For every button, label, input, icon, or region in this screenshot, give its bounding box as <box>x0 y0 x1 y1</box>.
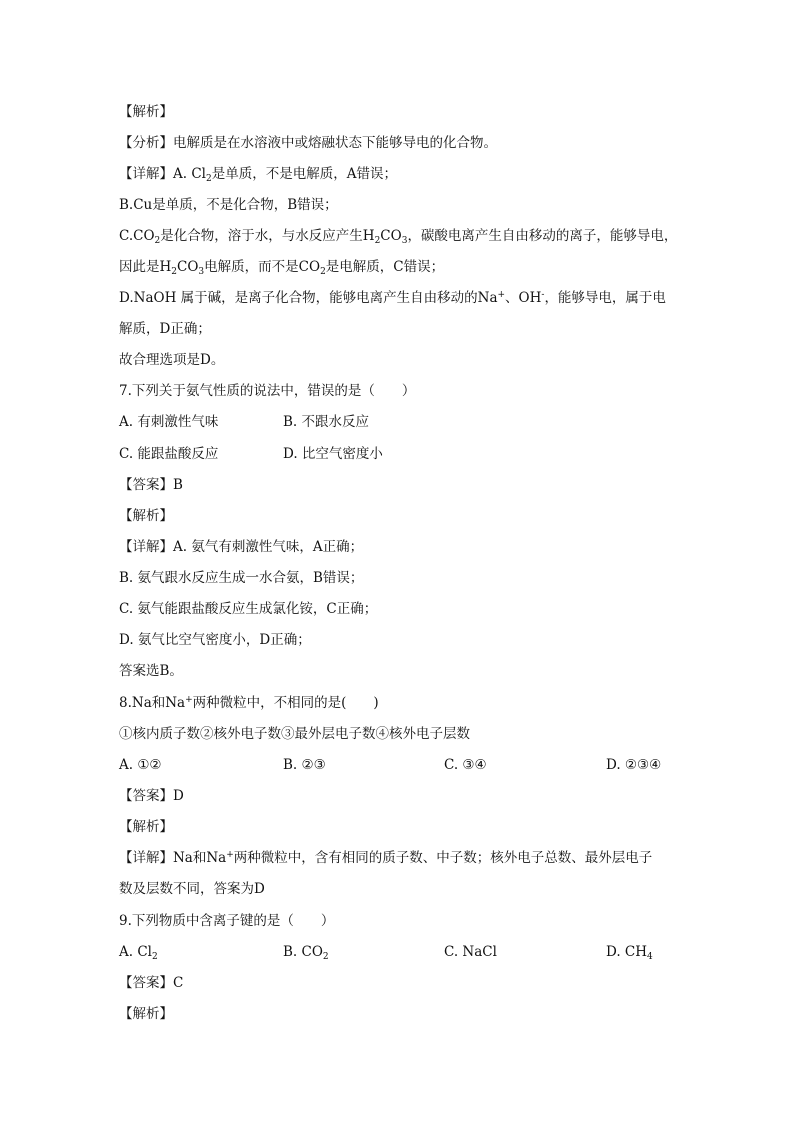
question-8-option-d: D. ②③④ <box>606 757 662 773</box>
question-9-answer: 【答案】C <box>119 975 184 991</box>
question-7-analysis-heading: 【解析】 <box>119 508 173 524</box>
question-8-option-a: A. ①② <box>119 757 162 773</box>
detail-option-d-line1: D.NaOH 属于碱，是离子化合物，能够电离产生自由移动的Na+、OH-，能够导电，属于电 <box>119 290 666 306</box>
question-7-option-d: D. 比空气密度小 <box>283 446 383 462</box>
question-8-answer: 【答案】D <box>119 788 184 804</box>
question-8-detail-line2: 数及层数不同，答案为D <box>119 881 265 897</box>
detail-option-c-line2: 因此是$H_2CO_3$电解质，而不是$CO_2$是电解质，C错误； <box>119 259 445 277</box>
question-9-option-c: C. NaCl <box>444 944 497 960</box>
question-7-option-a: A. 有刺激性气味 <box>119 414 219 430</box>
question-9-option-d: D. $CH_4$ <box>606 944 653 962</box>
question-9-option-b: B. $CO_2$ <box>283 944 329 962</box>
question-9-stem: 9.下列物质中含离子键的是（ ） <box>119 913 335 929</box>
question-7-answer: 【答案】B <box>119 477 183 493</box>
analysis-conclusion: 故合理选项是D。 <box>119 352 225 368</box>
question-8-option-c: C. ③④ <box>444 757 487 773</box>
question-7-detail-b: B. 氨气跟水反应生成一水合氨，B错误； <box>119 570 364 586</box>
question-9-option-a: A. $Cl_2$ <box>119 944 158 962</box>
analysis-summary: 【分析】电解质是在水溶液中或熔融状态下能够导电的化合物。 <box>119 135 497 151</box>
detail-option-c-line1: $C.CO_2$是化合物，溶于水，与水反应产生$H_2CO_3$，碳酸电离产生自由移动的离子，能够导电， <box>119 228 678 246</box>
question-7-stem: 7.下列关于氨气性质的说法中，错误的是（ ） <box>119 383 416 399</box>
question-8-stem: 8.Na和Na+两种微粒中，不相同的是( ) <box>119 695 379 711</box>
question-8-items: ①核内质子数②核外电子数③最外层电子数④核外电子层数 <box>119 726 470 742</box>
question-8-analysis-heading: 【解析】 <box>119 819 173 835</box>
question-7-conclusion: 答案选B。 <box>119 663 183 679</box>
question-8-detail-line1: 【详解】Na和Na+两种微粒中，含有相同的质子数、中子数；核外电子总数、最外层电子 <box>119 850 653 866</box>
question-7-option-c: C. 能跟盐酸反应 <box>119 446 219 462</box>
question-7-detail-a: 【详解】A. 氨气有刺激性气味，A正确； <box>119 539 364 555</box>
question-7-option-b: B. 不跟水反应 <box>283 414 370 430</box>
detail-option-d-line2: 解质，D正确； <box>119 321 211 337</box>
question-7-detail-d: D. 氨气比空气密度小，D正确； <box>119 632 311 648</box>
analysis-heading: 【解析】 <box>119 104 173 120</box>
detail-option-a: 【详解】A. $Cl_2$是单质，不是电解质，A错误； <box>119 166 397 184</box>
question-7-detail-c: C. 氨气能跟盐酸反应生成氯化铵，C正确； <box>119 601 378 617</box>
question-9-analysis-heading: 【解析】 <box>119 1006 173 1022</box>
question-8-option-b: B. ②③ <box>283 757 326 773</box>
detail-option-b: B.Cu是单质，不是化合物，B错误； <box>119 197 338 213</box>
